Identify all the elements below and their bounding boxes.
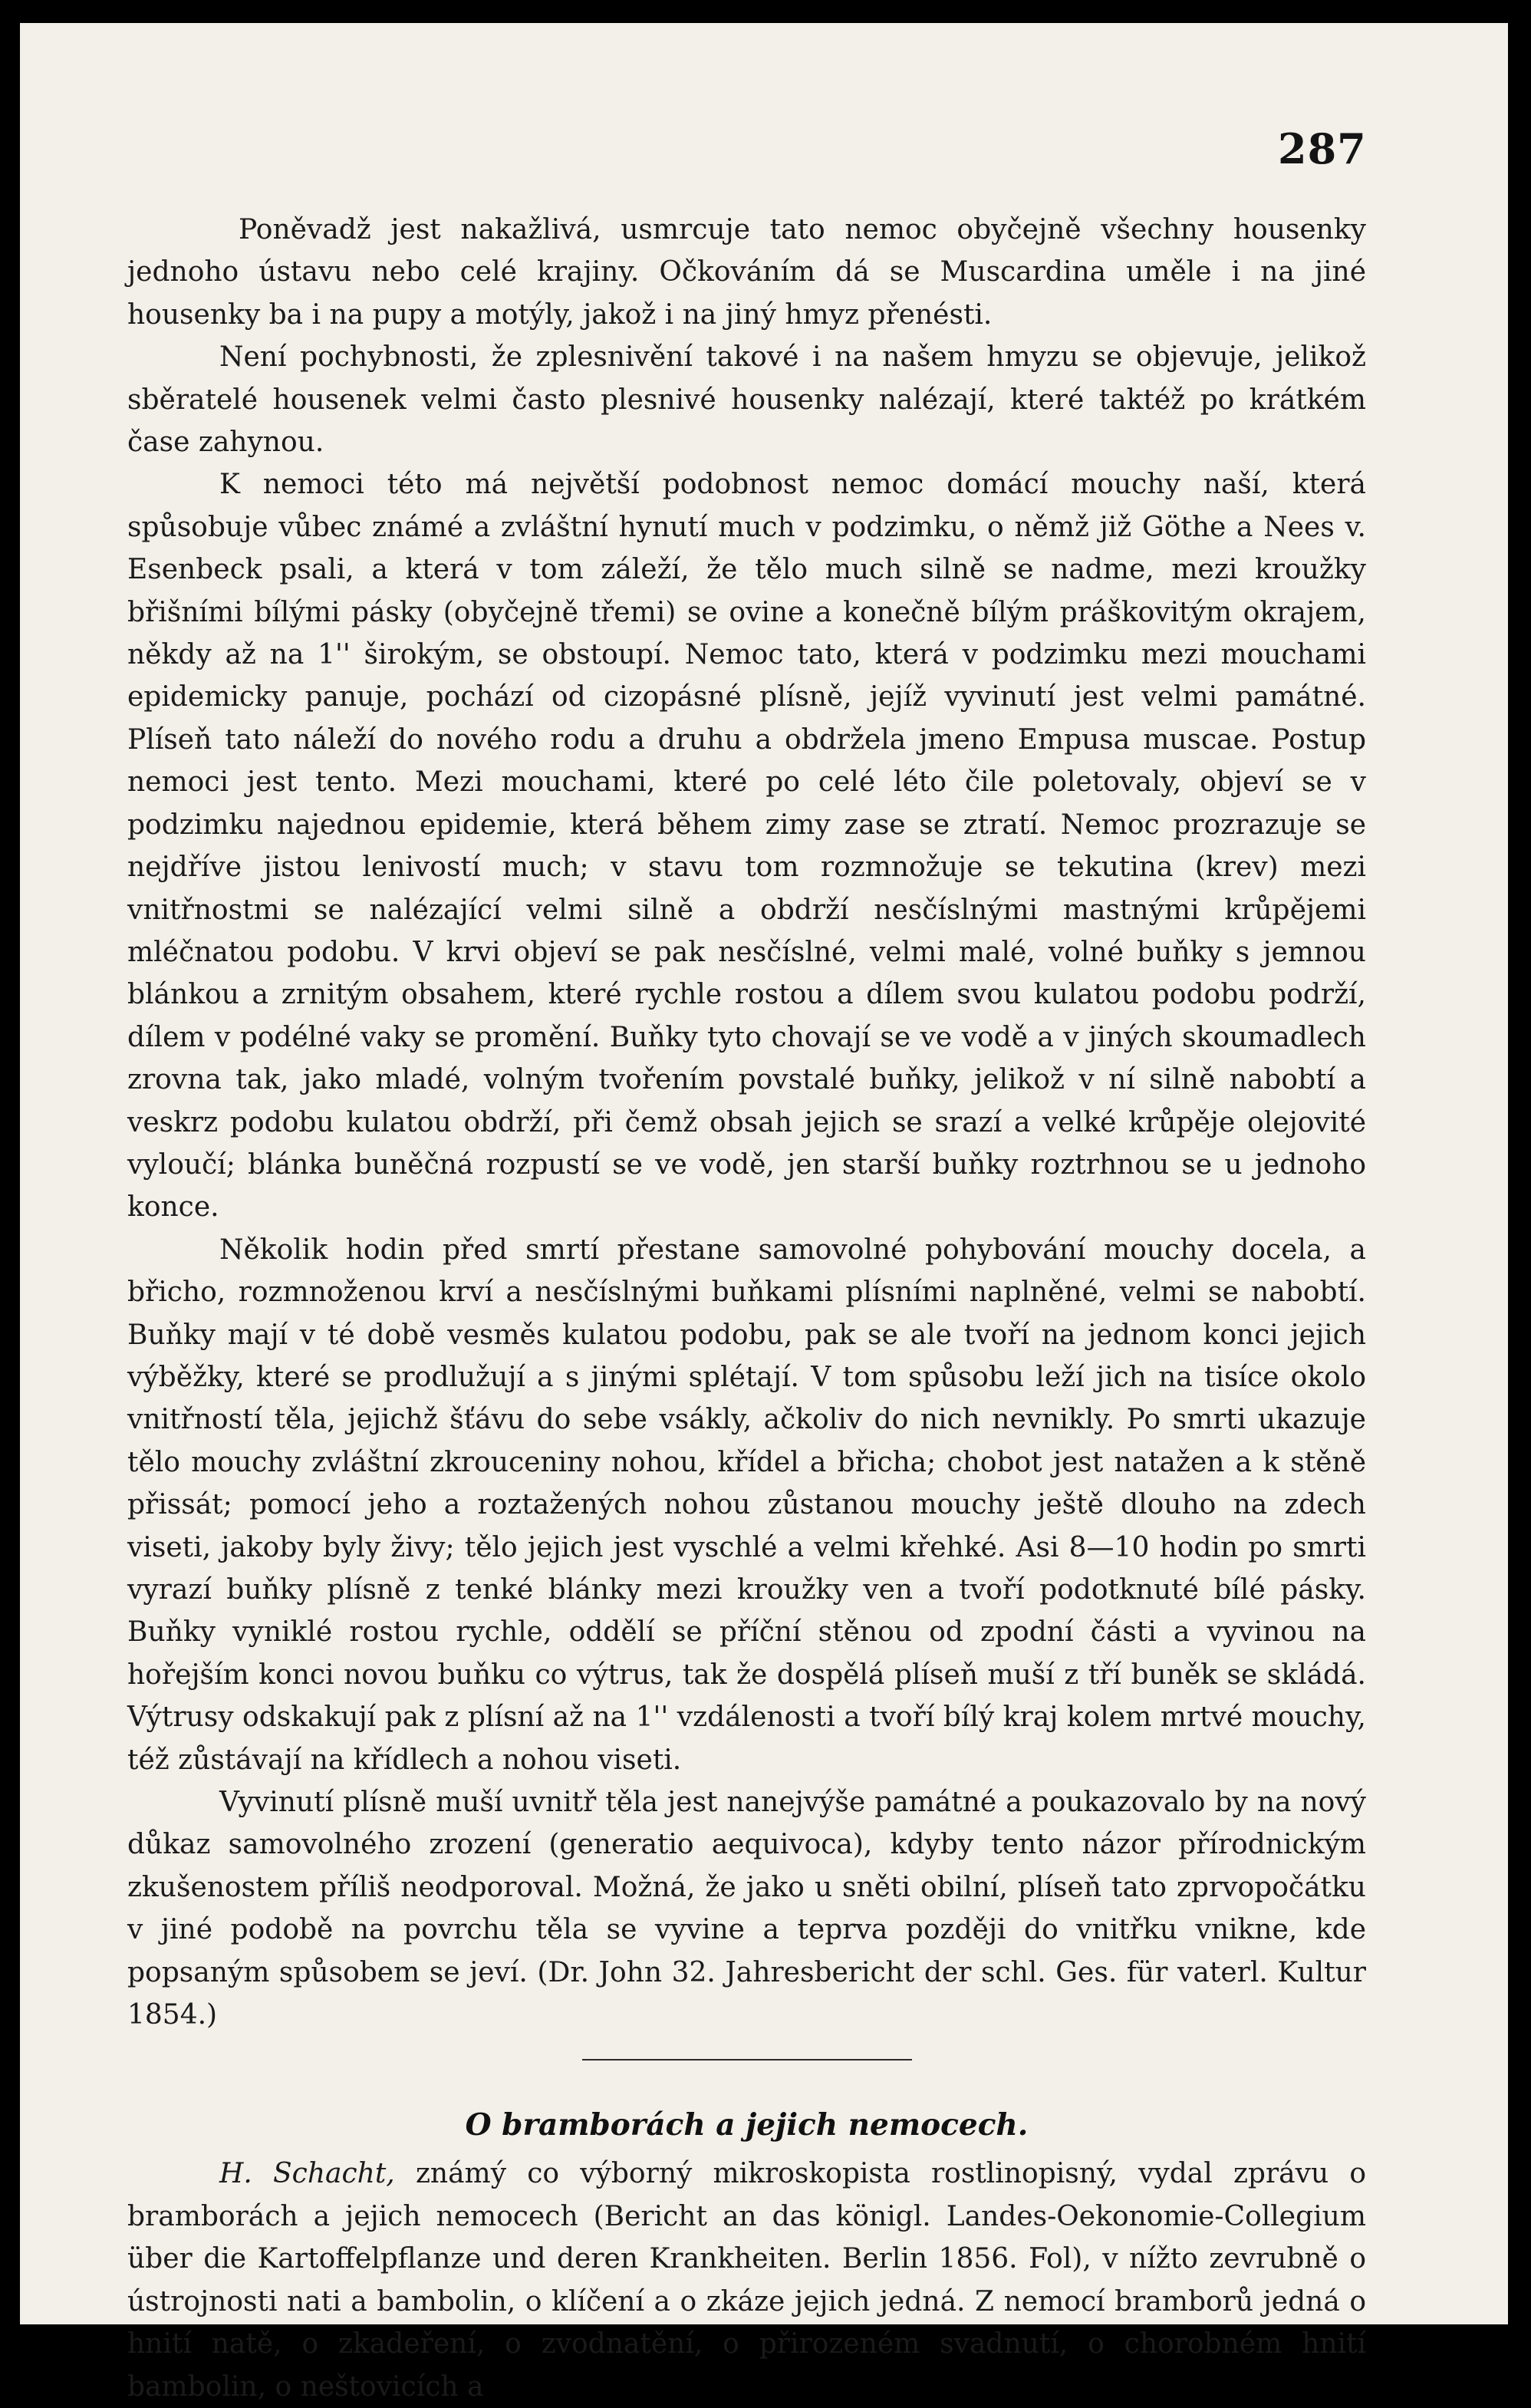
paragraph-housefly-disease: K nemoci této má největší podobnost nemoc domácí mouchy naší, která spůsobuje vůbec známé a zvláštní hynutí much v podzimku, o němž již Göthe a Nees v. Esenbeck psali, a která v tom záleží, že tělo much silně se nadme, mezi kroužky břišními bílými pásky (obyčejně třemi) se ovine a konečně bílým práškovitým okrajem, někdy až na 1'' širokým, se obstoupí. Nemoc tato, která v podzimku mezi mouchami epidemicky panuje, pochází od cizopásné plísně, jejíž vyvinutí jest velmi památné. Plíseň tato náleží do nového rodu a druhu a obdržela jmeno Empusa muscae. Postup nemoci jest tento. Mezi mouchami, které po celé léto čile poletovaly, objeví se v podzimku najednou epidemie, která během zimy zase se ztratí. Nemoc prozrazuje se nejdříve jistou lenivostí much; v stavu tom rozmnožuje se tekutina (krev) mezi vnitřnostmi se nalézající velmi silně a obdrží nesčíslnými mastnými krůpějemi mléčnatou podobu. V krvi objeví se pak nesčíslné, velmi malé, volné buňky s jemnou blánkou a zrnitým obsahem, které rychle rostou a dílem svou kulatou podobu podrží, dílem v podélné vaky se promění. Buňky tyto chovají se ve vodě a v jiných skoumadlech zrovna tak, jako mladé, volným tvořením povstalé buňky, jelikož v ní silně nabobtí a veskrz podobu kulatou obdrží, při čemž obsah jejich se srazí a velké krůpěje olejovité vyloučí; blánka buněčná rozpustí se ve vodě, jen starší buňky roztrhnou se u jednoho konce.: [127, 469, 1366, 1224]
section-title: O bramborách a jejich nemocech.: [465, 2107, 1029, 2143]
body-text: [127, 209, 1366, 2408]
paragraph-contagion: Poněvadž jest nakažlivá, usmrcuje tato nemoc obyčejně všechny housenky jednoho ústavu nebo celé krajiny. Očkováním dá se Muscardina uměle i na jiné housenky ba i na pupy a motýly, jakož i na jiný hmyz přenésti.: [127, 214, 1366, 331]
section-divider: [582, 2059, 912, 2060]
paragraph-before-death: Několik hodin před smrtí přestane samovolné pohybování mouchy docela, a břicho, rozmnoženou krví a nesčíslnými buňkami plísními naplněné, velmi se nabobtí. Buňky mají v té době vesměs kulatou podobu, pak se ale tvoří na jednom konci jejich výběžky, které se prodlužují a s jinými splétají. V tom spůsobu leží jich na tisíce okolo vnitřností těla, jejichž šťávu do sebe vsákly, ačkoliv do nich nevnikly. Po smrti ukazuje tělo mouchy zvláštní zkrouceniny nohou, křídel a břicha; chobot jest natažen a k stěně přissát; pomocí jeho a roztažených nohou zůstanou mouchy ještě dlouho na zdech viseti, jakoby byly živy; tělo jejich jest vyschlé a velmi křehké. Asi 8—10 hodin po smrti vyrazí buňky plísně z tenké blánky mezi kroužky ven a tvoří podotknuté bílé pásky. Buňky vyniklé rostou rychle, oddělí se příční stěnou od zpodní části a vyvinou na hořejším konci novou buňku co výtrus, tak že dospělá plíseň muší z tří buněk se skládá. Výtrusy odskakují pak z plísní až na 1'' vzdálenosti a tvoří bílý kraj kolem mrtvé mouchy, též zůstávají na křídlech a nohou viseti.: [127, 1234, 1366, 1776]
author-name: H. Schacht,: [219, 2158, 395, 2190]
paragraph-potatoes: [127, 2153, 1366, 2407]
page-number: 287: [1278, 124, 1367, 173]
paragraph-potatoes-text: známý co výborný mikroskopista rostlinopisný, vydal zprávu o bramborách a jejich nemocech (Bericht an das königl. Landes-Oekonomie-Collegium über die Kartoffelpflanze und deren Krankheiten. Berlin 1856. Fol), v nížto zevrubně o ústrojnosti nati a bambolin, o klíčení a o zkáze jejich jedná. Z nemocí bramborů jedná o hnití natě, o zkadeření, o zvodnatění, o přirozeném svadnutí, o chorobném hnití bambolin, o neštovicích a: [127, 2158, 1367, 2403]
paragraph-mould-on-insects: Není pochybnosti, že zplesnivění takové i na našem hmyzu se objevuje, jelikož sběratelé housenek velmi často plesnivé housenky nalézají, které taktéž po krátkém čase zahynou.: [127, 341, 1366, 459]
book-page: [20, 23, 1508, 2403]
paragraph-spontaneous-generation: Vyvinutí plísně muší uvnitř těla jest nanejvýše památné a poukazovalo by na nový důkaz samovolného zrození (generatio aequivoca), kdyby tento názor přírodnickým zkušenostem příliš neodporoval. Možná, že jako u sněti obilní, plíseň tato zprvopočátku v jiné podobě na povrchu těla se vyvine a teprva později do vnitřku vnikne, kde popsaným spůsobem se jeví. (Dr. John 32. Jahresbericht der schl. Ges. für vaterl. Kultur 1854.): [127, 1787, 1366, 2031]
